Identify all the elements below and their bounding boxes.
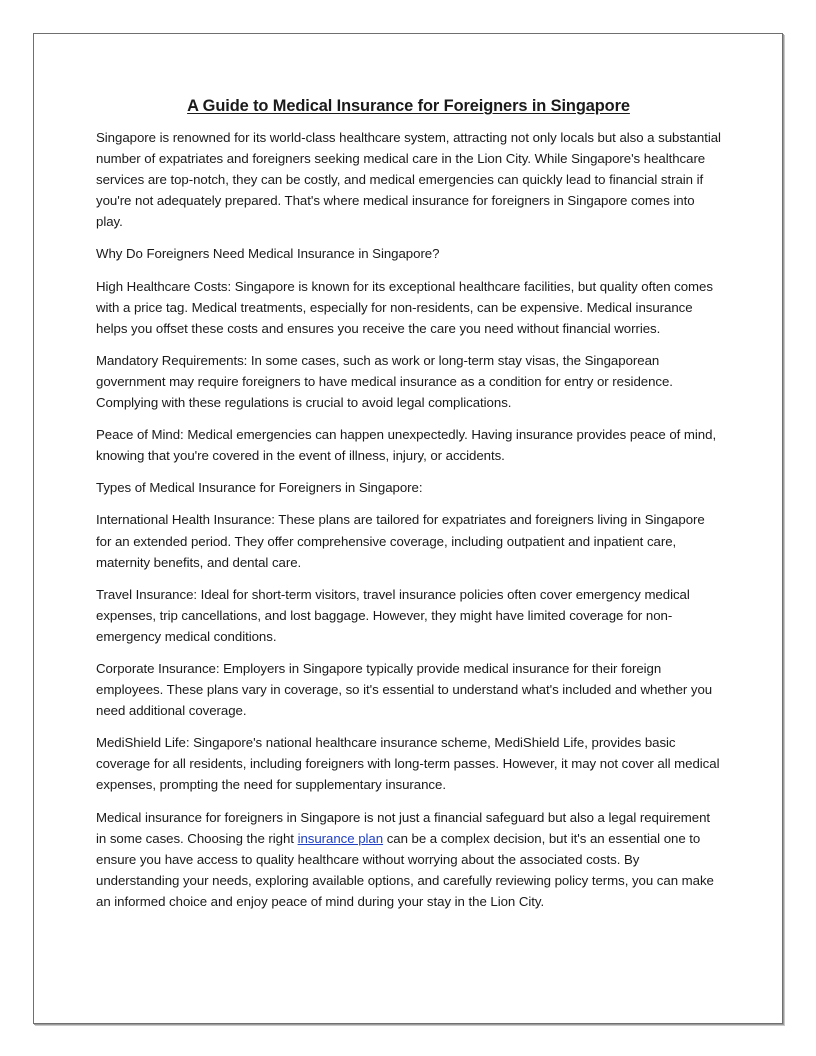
- reason-paragraph-high-costs: High Healthcare Costs: Singapore is known for its exceptional healthcare facilities, but quality often comes with a price tag. Medical treatments, especially for non-residents, can be expensive. Medical insurance helps you offset these costs and ensures you receive the care you need without financial worries.: [96, 278, 713, 336]
- types-heading: Types of Medical Insurance for Foreigners in Singapore:: [96, 480, 423, 496]
- reason-paragraph-mandatory: Mandatory Requirements: In some cases, such as work or long-term stay visas, the Singaporean government may require foreigners to have medical insurance as a condition for entry or residence. Complying with these regulations is crucial to avoid legal complications.: [96, 352, 673, 411]
- intro-paragraph: Singapore is renowned for its world-class healthcare system, attracting not only locals but also a substantial number of expatriates and foreigners seeking medical care in the Lion City. While Singapore's healthcare services are top-notch, they can be costly, and medical emergencies can quickly lead to financial strain if you're not adequately prepared. That's where medical insurance for foreigners in Singapore comes into play.: [96, 130, 721, 230]
- type-paragraph-medishield: MediShield Life: Singapore's national healthcare insurance scheme, MediShield Life, provides basic coverage for all residents, including foreigners with long-term passes. However, it may not cover all medical expenses, prompting the need for supplementary insurance.: [96, 735, 720, 793]
- conclusion-text-after-link: can be a complex decision, but it's an essential one to ensure you have access to quality healthcare without worrying about the associated costs. By understanding your needs, exploring available options, and carefully reviewing policy terms, you can make an informed choice and enjoy peace of mind during your stay in the Lion City.: [96, 830, 714, 909]
- type-paragraph-corporate: Corporate Insurance: Employers in Singapore typically provide medical insurance for their foreign employees. These plans vary in coverage, so it's essential to understand what's included and whether you need additional coverage.: [96, 660, 713, 719]
- document-body: [96, 95, 721, 923]
- document-title: A Guide to Medical Insurance for Foreigners in Singapore: [187, 97, 630, 115]
- conclusion-text-before-link: Medical insurance for foreigners in Singapore is not just a financial safeguard but also a legal requirement in some cases. Choosing the right: [96, 809, 711, 846]
- insurance-plan-link[interactable]: insurance plan: [297, 830, 384, 846]
- why-heading: Why Do Foreigners Need Medical Insurance in Singapore?: [96, 246, 440, 262]
- type-paragraph-travel: Travel Insurance: Ideal for short-term visitors, travel insurance policies often cover emergency medical expenses, trip cancellations, and lost baggage. However, they might have limited coverage for non-emergency medical conditions.: [96, 586, 690, 644]
- conclusion-paragraph: [96, 807, 721, 912]
- reason-paragraph-peace-of-mind: Peace of Mind: Medical emergencies can happen unexpectedly. Having insurance provides peace of mind, knowing that you're covered in the event of illness, injury, or accidents.: [96, 427, 717, 464]
- type-paragraph-international: International Health Insurance: These plans are tailored for expatriates and foreigners living in Singapore for an extended period. They offer comprehensive coverage, including outpatient and inpatient care, maternity benefits, and dental care.: [96, 512, 705, 570]
